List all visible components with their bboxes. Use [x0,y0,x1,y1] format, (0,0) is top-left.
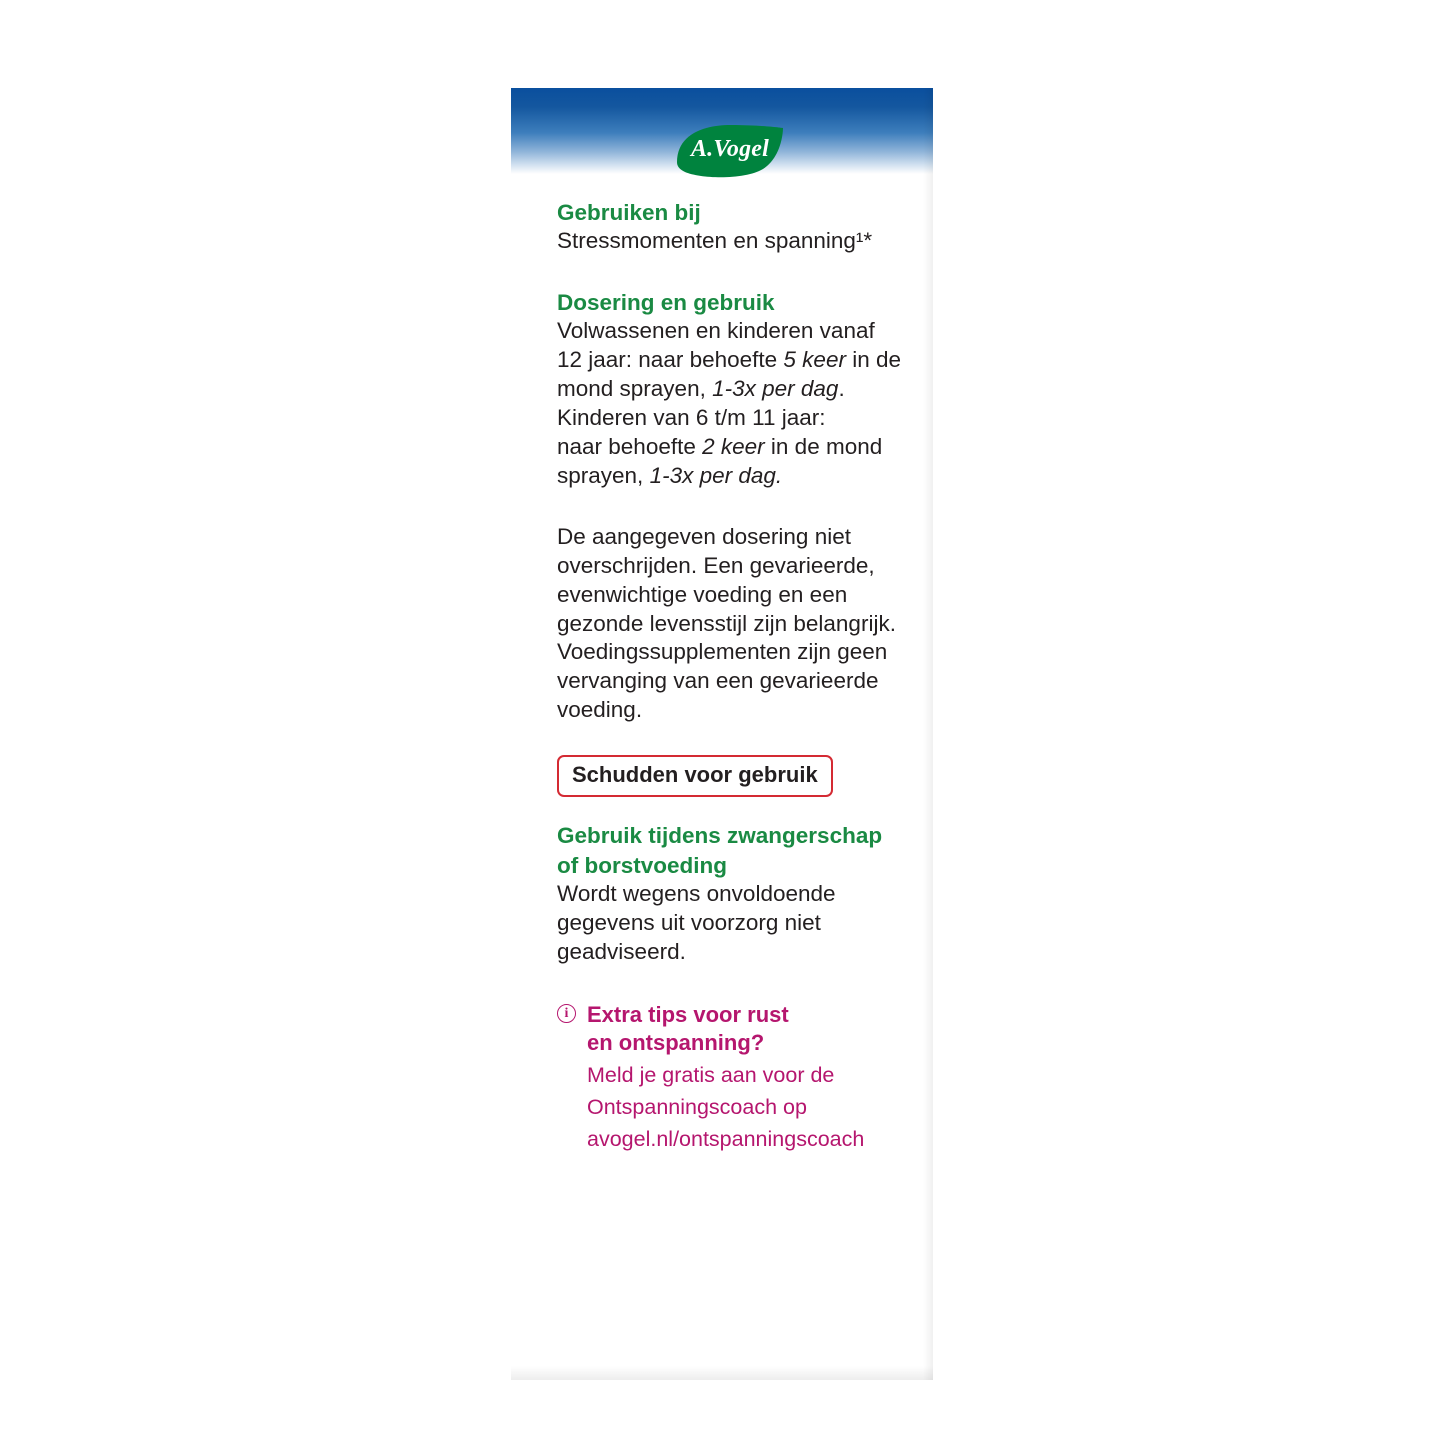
panel-text-content [557,198,917,1154]
dosage-line-5-emphasis: 2 keer [702,434,765,460]
pregnancy-body: Wordt wegens onvoldoende gegevens uit voorzorg niet geadviseerd. [557,880,836,964]
tips-body-line-1: Meld je gratis aan voor de [587,1062,835,1087]
tips-heading-line-1: Extra tips voor rust [587,1001,789,1027]
shake-before-use-label: Schudden voor gebruik [557,755,833,797]
logo-wordmark: A.Vogel [690,135,770,162]
section-use-for [557,198,917,256]
tips-heading-line-2: en ontspanning? [587,1030,765,1056]
dosage-line-2-emphasis: 5 keer [783,347,846,373]
dosage-line-4: Kinderen van 6 t/m 11 jaar: [557,405,826,431]
section-extra-tips [557,1001,917,1154]
dosage-line-2 [557,346,917,375]
dosage-line-5 [557,433,917,462]
info-icon: i [557,1004,576,1023]
dosage-line-2-a: 12 jaar: naar behoefte [557,347,784,373]
pregnancy-heading-line-2: of borstvoeding [557,852,727,878]
section-dosage [557,288,917,491]
section-pregnancy [557,821,917,966]
avogel-logo [671,122,789,178]
dosage-line-6-a: sprayen, [557,462,650,488]
product-package-panel [511,88,933,1380]
spacer [557,491,917,523]
dosage-line-1: Volwassenen en kinderen vanaf [557,318,875,344]
spacer [557,256,917,288]
dosage-line-3 [557,375,917,404]
dosage-line-5-a: naar behoefte [557,434,703,460]
dosage-line-6 [557,462,917,491]
spacer [557,797,917,821]
dosage-line-6-emphasis: 1-3x per dag. [649,462,783,488]
use-for-heading: Gebruiken bij [557,200,701,225]
dosage-line-3-b: . [838,376,845,402]
shake-before-use-box-wrapper [557,725,917,797]
section-advice [557,523,917,725]
use-for-body: Stressmomenten en spanning¹* [557,228,873,254]
dosage-line-2-b: in de [845,347,902,373]
dosage-line-3-a: mond sprayen, [557,376,713,402]
tips-url[interactable]: avogel.nl/ontspanningscoach [587,1126,865,1151]
dosage-line-3-emphasis: 1-3x per dag [712,376,839,402]
panel-right-edge [923,88,933,1380]
dosage-heading: Dosering en gebruik [557,290,775,316]
advice-body: De aangegeven dosering niet overschrijden. Een gevarieerde, evenwichtige voeding en een gezonde levensstijl zijn belangrijk. Voedingssupplementen zijn geen vervanging van een gevarieerde voeding. [557,523,896,723]
panel-bottom-edge [511,1366,933,1380]
tips-body-line-2: Ontspanningscoach op [587,1094,807,1119]
dosage-line-5-b: in de mond [764,434,883,460]
pregnancy-heading-line-1: Gebruik tijdens zwangerschap [557,823,883,849]
